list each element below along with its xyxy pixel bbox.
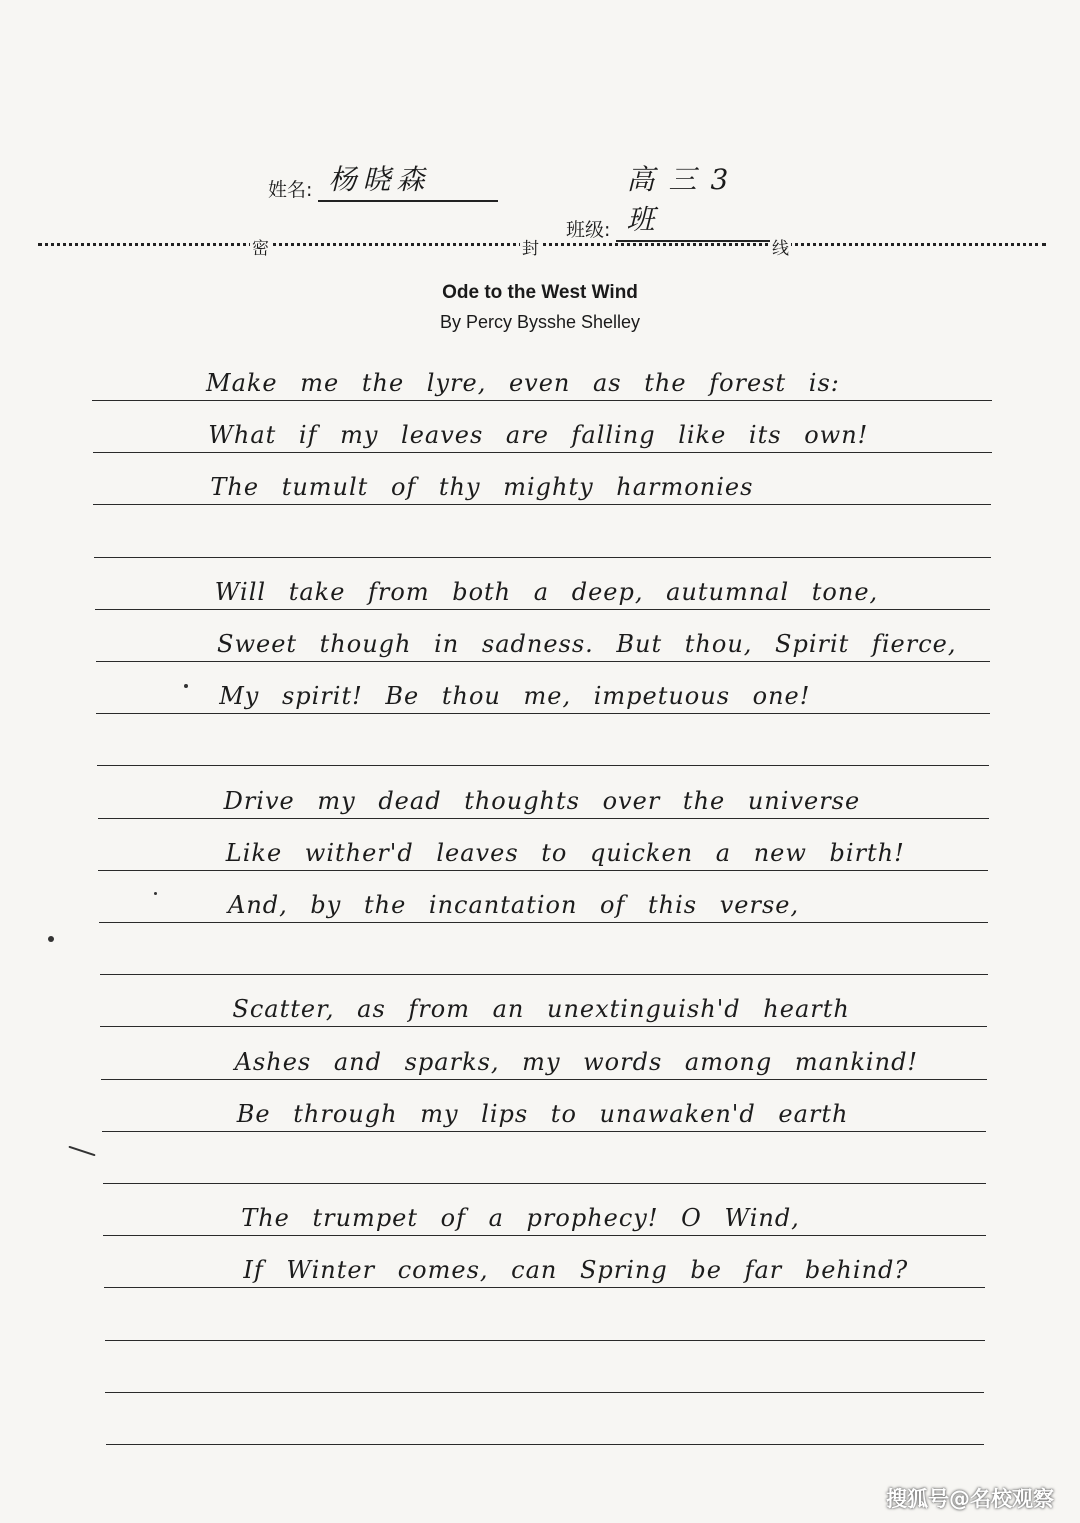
- poem-line: The trumpet of a prophecy! O Wind,: [241, 1204, 800, 1232]
- poem-line: Scatter, as from an unextinguish'd hearth: [232, 995, 850, 1023]
- ruled-line: [99, 922, 988, 923]
- name-value: 杨晓森: [318, 158, 498, 202]
- ruled-line: [104, 1287, 985, 1288]
- ruled-line: [102, 1131, 987, 1132]
- poem-line: And, by the incantation of this verse,: [228, 891, 800, 919]
- pen-stroke: [68, 1146, 95, 1157]
- ruled-line: [93, 504, 991, 505]
- poem-line: If Winter comes, can Spring be far behind?: [243, 1256, 909, 1284]
- name-label: 姓名:: [268, 179, 313, 201]
- ruled-line: [98, 870, 988, 871]
- ruled-line: [103, 1235, 985, 1236]
- ruled-line: [100, 1026, 987, 1027]
- poem-line: Make me the lyre, even as the forest is:: [206, 369, 840, 397]
- ink-dot: [48, 936, 54, 942]
- seal-char-feng: 封: [520, 234, 541, 259]
- watermark: 搜狐号@名校观察: [886, 1487, 1054, 1511]
- class-label: 班级:: [566, 219, 611, 241]
- ruled-line: [92, 400, 992, 401]
- poem-line: The tumult of thy mighty harmonies: [210, 473, 754, 501]
- seal-char-mi: 密: [250, 234, 271, 259]
- ruled-line: [94, 557, 991, 558]
- name-field: [268, 158, 498, 202]
- poem-author: By Percy Bysshe Shelley: [439, 312, 641, 332]
- class-field: [566, 158, 786, 242]
- ruled-line: [96, 661, 991, 662]
- ruled-line: [106, 1444, 984, 1445]
- seal-line: [38, 232, 1046, 259]
- ruled-line: [105, 1392, 984, 1393]
- ruled-line: [105, 1340, 985, 1341]
- poem-line: Drive my dead thoughts over the universe: [223, 787, 861, 815]
- poem-line: Be through my lips to unawaken'd earth: [236, 1100, 849, 1128]
- ink-dot: [154, 892, 157, 895]
- ruled-line: [95, 609, 991, 610]
- poem-line: Will take from both a deep, autumnal tone,: [214, 578, 879, 606]
- ruled-line: [101, 1079, 987, 1080]
- ruled-line: [100, 974, 988, 975]
- poem-line: Ashes and sparks, my words among mankind!: [234, 1048, 919, 1076]
- poem-line: Sweet though in sadness. But thou, Spirit fierce,: [217, 630, 957, 658]
- poem-line: Like wither'd leaves to quicken a new birth!: [225, 839, 905, 867]
- dotted-divider: [38, 243, 1046, 246]
- poem-line: What if my leaves are falling like its own!: [208, 421, 869, 449]
- seal-char-xian: 线: [770, 234, 791, 259]
- ruled-line: [96, 713, 989, 714]
- ruled-line: [93, 452, 992, 453]
- class-value: 高三3班: [616, 158, 786, 242]
- poem-title: Ode to the West Wind: [442, 282, 638, 303]
- ruled-line: [98, 818, 989, 819]
- poem-line: My spirit! Be thou me, impetuous one!: [219, 682, 811, 710]
- ruled-line: [97, 765, 989, 766]
- ink-dot: [184, 684, 188, 688]
- ruled-line: [103, 1183, 987, 1184]
